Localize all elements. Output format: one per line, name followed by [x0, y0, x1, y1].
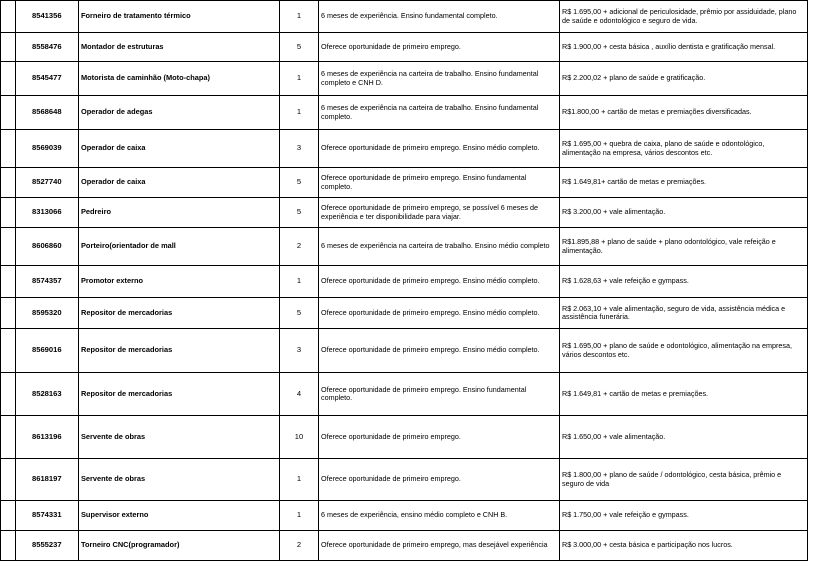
table-row	[1, 501, 808, 531]
job-requirements: 6 meses de experiência na carteira de trabalho. Ensino médio completo	[319, 228, 560, 266]
row-marker-cell	[1, 228, 16, 266]
job-role: Repositor de mercadorias	[79, 329, 280, 373]
job-benefits: R$1.800,00 + cartão de metas e premiações diversificadas.	[560, 96, 808, 130]
job-role: Operador de caixa	[79, 168, 280, 198]
job-vacancies: 2	[280, 531, 319, 561]
job-vacancies: 1	[280, 96, 319, 130]
job-requirements: Oferece oportunidade de primeiro emprego. Ensino médio completo.	[319, 266, 560, 298]
job-code: 8528163	[16, 373, 79, 416]
job-vacancies: 3	[280, 329, 319, 373]
table-row	[1, 1, 808, 33]
table-row	[1, 168, 808, 198]
job-requirements: 6 meses de experiência. Ensino fundamental completo.	[319, 1, 560, 33]
job-vacancies: 3	[280, 130, 319, 168]
job-code: 8313066	[16, 198, 79, 228]
job-benefits: R$ 3.000,00 + cesta básica e participação nos lucros.	[560, 531, 808, 561]
job-role: Motorista de caminhão (Moto-chapa)	[79, 62, 280, 96]
job-vacancies: 5	[280, 33, 319, 62]
table-row	[1, 96, 808, 130]
job-requirements: Oferece oportunidade de primeiro emprego.	[319, 459, 560, 501]
table-row	[1, 198, 808, 228]
job-code: 8555237	[16, 531, 79, 561]
job-vacancies: 1	[280, 459, 319, 501]
job-vacancies: 1	[280, 1, 319, 33]
job-role: Promotor externo	[79, 266, 280, 298]
row-marker-cell	[1, 168, 16, 198]
job-benefits: R$ 1.649,81+ cartão de metas e premiações.	[560, 168, 808, 198]
job-requirements: 6 meses de experiência na carteira de trabalho. Ensino fundamental completo e CNH D.	[319, 62, 560, 96]
job-vacancies: 1	[280, 501, 319, 531]
job-requirements: Oferece oportunidade de primeiro emprego.	[319, 33, 560, 62]
job-benefits: R$ 2.200,02 + plano de saúde e gratificação.	[560, 62, 808, 96]
job-code: 8568648	[16, 96, 79, 130]
job-requirements: Oferece oportunidade de primeiro emprego.	[319, 416, 560, 459]
row-marker-cell	[1, 96, 16, 130]
row-marker-cell	[1, 198, 16, 228]
job-vacancies: 5	[280, 298, 319, 329]
job-requirements: Oferece oportunidade de primeiro emprego, se possível 6 meses de experiência e ter disponibilidade para viajar.	[319, 198, 560, 228]
job-code: 8606860	[16, 228, 79, 266]
row-marker-cell	[1, 373, 16, 416]
job-code: 8618197	[16, 459, 79, 501]
table-row	[1, 62, 808, 96]
job-vacancies: 10	[280, 416, 319, 459]
table-row	[1, 228, 808, 266]
row-marker-cell	[1, 416, 16, 459]
job-requirements: 6 meses de experiência na carteira de trabalho. Ensino fundamental completo.	[319, 96, 560, 130]
job-role: Repositor de mercadorias	[79, 373, 280, 416]
table-row	[1, 266, 808, 298]
job-role: Servente de obras	[79, 416, 280, 459]
job-vacancies: 1	[280, 266, 319, 298]
job-benefits: R$ 1.900,00 + cesta básica , auxílio dentista e gratificação mensal.	[560, 33, 808, 62]
job-requirements: Oferece oportunidade de primeiro emprego. Ensino fundamental completo.	[319, 373, 560, 416]
job-role: Montador de estruturas	[79, 33, 280, 62]
job-code: 8558476	[16, 33, 79, 62]
job-benefits: R$ 1.649,81 + cartão de metas e premiações.	[560, 373, 808, 416]
table-row	[1, 33, 808, 62]
row-marker-cell	[1, 130, 16, 168]
job-benefits: R$ 2.063,10 + vale alimentação, seguro de vida, assistência médica e assistência funerária.	[560, 298, 808, 329]
job-listings-body	[1, 1, 808, 561]
job-code: 8569016	[16, 329, 79, 373]
job-benefits: R$ 1.628,63 + vale refeição e gympass.	[560, 266, 808, 298]
job-code: 8574331	[16, 501, 79, 531]
row-marker-cell	[1, 298, 16, 329]
job-vacancies: 1	[280, 62, 319, 96]
job-role: Operador de adegas	[79, 96, 280, 130]
table-row	[1, 298, 808, 329]
job-benefits: R$ 1.800,00 + plano de saúde / odontológico, cesta básica, prêmio e seguro de vida	[560, 459, 808, 501]
row-marker-cell	[1, 329, 16, 373]
row-marker-cell	[1, 531, 16, 561]
job-benefits: R$1.895,88 + plano de saúde + plano odontológico, vale refeição e alimentação.	[560, 228, 808, 266]
job-vacancies: 4	[280, 373, 319, 416]
job-vacancies: 2	[280, 228, 319, 266]
job-code: 8545477	[16, 62, 79, 96]
row-marker-cell	[1, 459, 16, 501]
table-row	[1, 459, 808, 501]
job-requirements: Oferece oportunidade de primeiro emprego. Ensino médio completo.	[319, 130, 560, 168]
job-benefits: R$ 1.750,00 + vale refeição e gympass.	[560, 501, 808, 531]
row-marker-cell	[1, 1, 16, 33]
job-benefits: R$ 1.695,00 + adicional de periculosidade, prêmio por assiduidade, plano de saúde e odontológico e seguro de vida.	[560, 1, 808, 33]
job-benefits: R$ 1.695,00 + quebra de caixa, plano de saúde e odontológico, alimentação na empresa, vários descontos etc.	[560, 130, 808, 168]
job-role: Repositor de mercadorias	[79, 298, 280, 329]
job-benefits: R$ 1.695,00 + plano de saúde e odontológico, alimentação na empresa, vários descontos etc.	[560, 329, 808, 373]
table-row	[1, 373, 808, 416]
job-role: Servente de obras	[79, 459, 280, 501]
row-marker-cell	[1, 62, 16, 96]
job-code: 8569039	[16, 130, 79, 168]
row-marker-cell	[1, 33, 16, 62]
job-role: Torneiro CNC(programador)	[79, 531, 280, 561]
job-requirements: Oferece oportunidade de primeiro emprego, mas desejável experiência	[319, 531, 560, 561]
job-role: Pedreiro	[79, 198, 280, 228]
job-code: 8595320	[16, 298, 79, 329]
job-role: Operador de caixa	[79, 130, 280, 168]
table-row	[1, 130, 808, 168]
job-code: 8527740	[16, 168, 79, 198]
row-marker-cell	[1, 266, 16, 298]
row-marker-cell	[1, 501, 16, 531]
job-vacancies: 5	[280, 198, 319, 228]
job-requirements: 6 meses de experiência, ensino médio completo e CNH B.	[319, 501, 560, 531]
job-role: Supervisor externo	[79, 501, 280, 531]
job-requirements: Oferece oportunidade de primeiro emprego. Ensino médio completo.	[319, 329, 560, 373]
job-requirements: Oferece oportunidade de primeiro emprego. Ensino médio completo.	[319, 298, 560, 329]
table-row	[1, 416, 808, 459]
job-code: 8574357	[16, 266, 79, 298]
job-role: Porteiro(orientador de mall	[79, 228, 280, 266]
job-requirements: Oferece oportunidade de primeiro emprego. Ensino fundamental completo.	[319, 168, 560, 198]
job-code: 8541356	[16, 1, 79, 33]
job-benefits: R$ 3.200,00 + vale alimentação.	[560, 198, 808, 228]
job-benefits: R$ 1.650,00 + vale alimentação.	[560, 416, 808, 459]
table-row	[1, 329, 808, 373]
job-role: Forneiro de tratamento térmico	[79, 1, 280, 33]
job-code: 8613196	[16, 416, 79, 459]
table-row	[1, 531, 808, 561]
job-vacancies: 5	[280, 168, 319, 198]
